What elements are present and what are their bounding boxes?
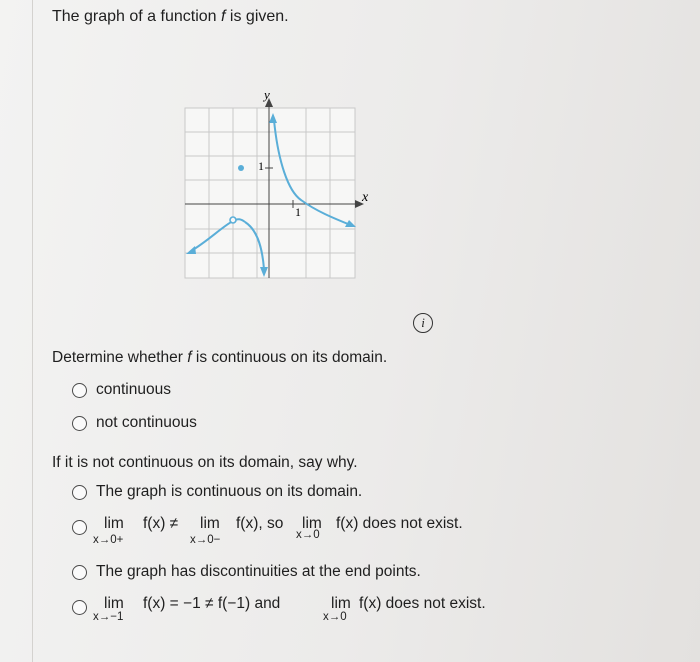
limit-expr-2: f(x), so (236, 515, 284, 532)
q1-suffix: is continuous on its domain. (195, 349, 388, 366)
q1-var: f (187, 349, 192, 366)
info-icon[interactable]: i (413, 313, 433, 333)
radio-button[interactable] (72, 416, 87, 431)
limit-sub-1: x→0+ (93, 534, 124, 546)
function-graph (178, 86, 378, 286)
limit-expr-3: f(x) does not exist. (336, 515, 463, 532)
y-axis-label: y (264, 87, 270, 102)
y-tick-label: 1 (258, 159, 264, 173)
limit-lim-2: lim (200, 515, 220, 532)
limit-lim-1: lim (104, 595, 124, 612)
limit-lim-2: lim (331, 595, 351, 612)
closed-dot-point (238, 165, 244, 171)
problem-intro (52, 8, 289, 26)
limit-expr-1: f(x) = −1 ≠ f(−1) and (143, 595, 281, 612)
open-circle-point (230, 217, 236, 223)
option-label: continuous (96, 381, 171, 398)
option-continuous[interactable] (72, 381, 171, 399)
limit-sub-3: x→0 (296, 529, 320, 541)
option-graph-continuous[interactable] (72, 483, 362, 501)
option-label: The graph has discontinuities at the end points. (96, 563, 421, 580)
radio-button[interactable] (72, 383, 87, 398)
limit-sub-2: x→0 (323, 611, 347, 623)
intro-prefix: The graph of a function (52, 8, 217, 25)
radio-button[interactable] (72, 600, 87, 615)
option-label: The graph is continuous on its domain. (96, 483, 363, 500)
limit-sub-1: x→−1 (93, 611, 124, 623)
x-axis-label: x (362, 190, 369, 205)
limit-expr-2: f(x) does not exist. (359, 595, 486, 612)
limit-sub-2: x→0− (190, 534, 221, 546)
limit-expr-1: f(x) ≠ (143, 515, 179, 532)
option-not-continuous[interactable] (72, 414, 197, 432)
option-endpoint-discontinuities[interactable] (72, 563, 421, 581)
intro-var: f (221, 8, 226, 25)
q1-prefix: Determine whether (52, 349, 183, 366)
limit-lim-3: lim (302, 515, 322, 532)
question-reason: If it is not continuous on its domain, say why. (52, 454, 358, 471)
option-label: not continuous (96, 414, 197, 431)
x-tick-label: 1 (295, 205, 301, 219)
radio-button[interactable] (72, 520, 87, 535)
option-one-sided-limits[interactable] (72, 517, 512, 551)
radio-button[interactable] (72, 485, 87, 500)
intro-suffix: is given. (229, 8, 289, 25)
option-limit-at-neg-one[interactable] (72, 597, 522, 631)
question-continuity (52, 349, 387, 367)
radio-button[interactable] (72, 565, 87, 580)
limit-lim-1: lim (104, 515, 124, 532)
